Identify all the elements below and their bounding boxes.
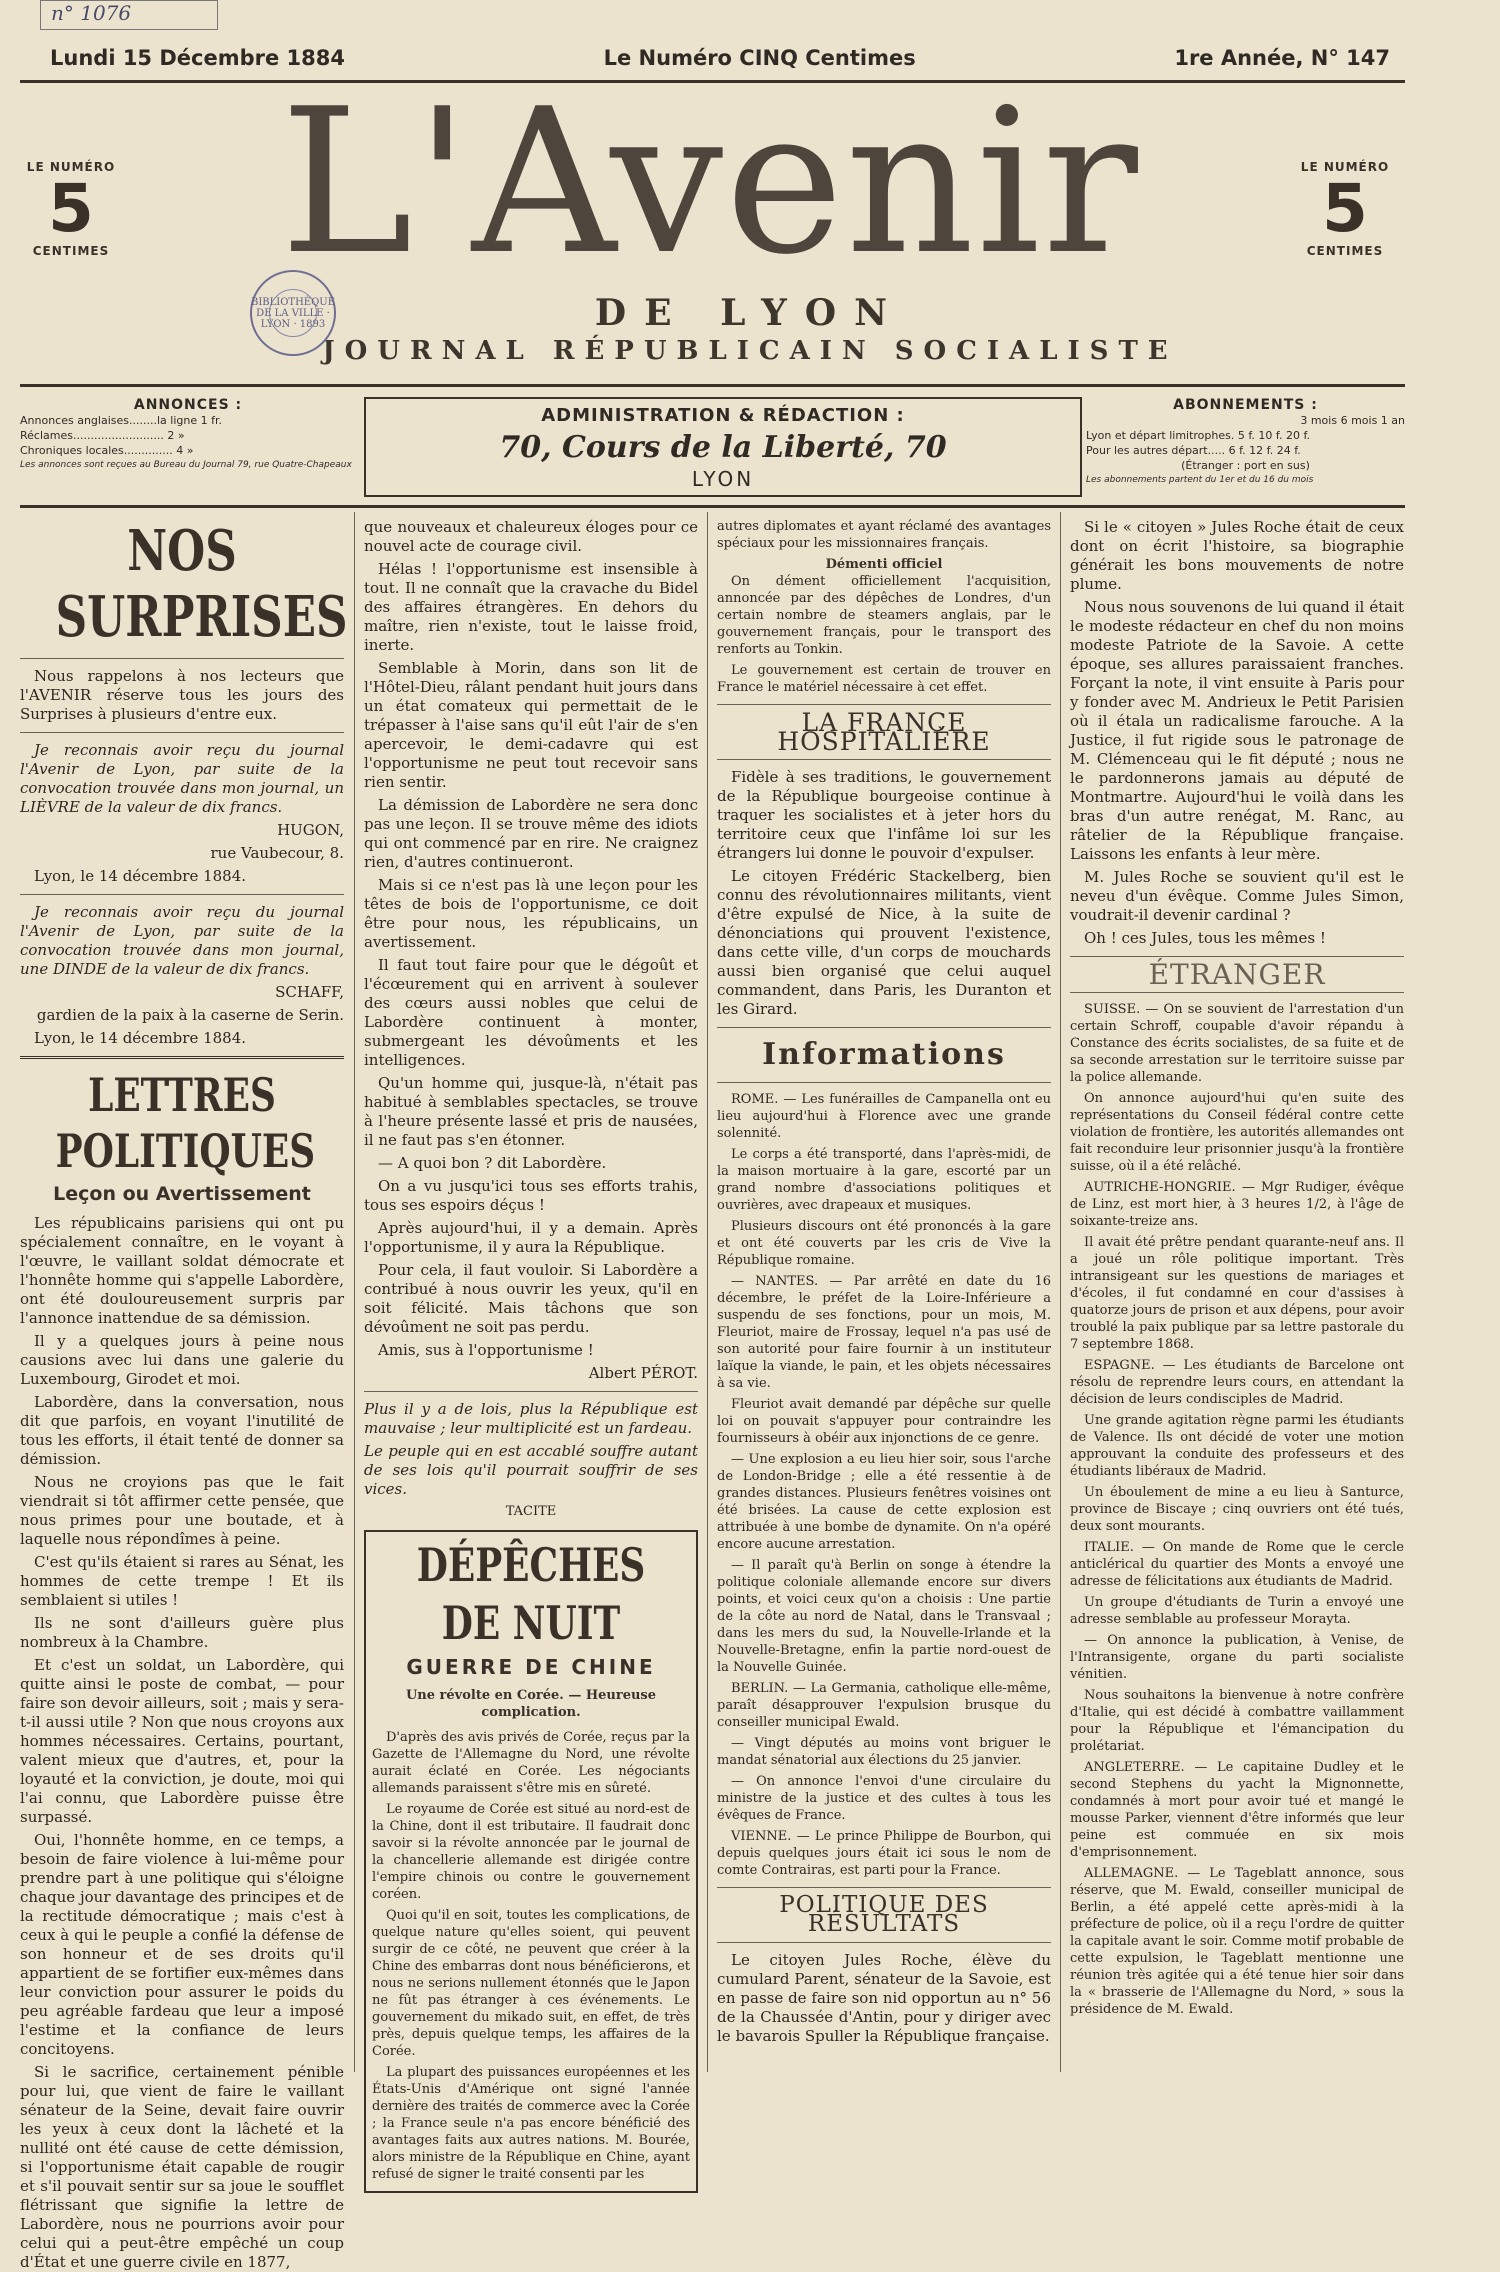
paragraph: Le citoyen Frédéric Stackelberg, bien connu des révolutionnaires militants, vient d'être expulsé de Nice, à la suite de dénonciations qui prouvent l'existence, dans cette ville, d'un corps de mouchards aussi bien organisé que celui auquel commandent, dans Paris, les Duranton et les Girard.: [717, 867, 1051, 1018]
abonnements-line: Lyon et départ limitrophes. 5 f. 10 f. 20 f.: [1086, 429, 1311, 442]
receipt-text: Je reconnais avoir reçu du journal l'Avenir de Lyon, par suite de la convocation trouvée dans mon journal, une DINDE de la valeur de dix francs.: [20, 903, 344, 978]
admin-address: 70, Cours de la Liberté, 70: [499, 430, 947, 465]
paragraph: Hélas ! l'opportunisme est insensible à tout. Il ne connaît que la cravache du Bidel des affaires étrangères. En dehors du maître, rien n'existe, tout le laisse froid, inerte.: [364, 560, 698, 654]
issue-date: Lundi 15 Décembre 1884: [50, 46, 345, 70]
signature-name: SCHAFF,: [275, 983, 344, 1001]
info-boxes: [20, 384, 1405, 508]
paragraph: Si le « citoyen » Jules Roche était de ceux dont on écrit l'histoire, sa biographie générait les bons mouvements de notre plume.: [1070, 518, 1404, 593]
paragraph: BERLIN. — La Germania, catholique elle-même, paraît désapprouver l'expulsion brusque du conseiller municipal Ewald.: [717, 1681, 1051, 1730]
paragraph: autres diplomates et ayant réclamé des avantages spéciaux pour les missionnaires français.: [717, 519, 1051, 551]
paragraph: Il y a quelques jours à peine nous causions avec lui dans une galerie du Luxembourg, Girodet et moi.: [20, 1332, 344, 1388]
heading-nos-surprises: NOS SURPRISES: [55, 518, 348, 650]
paragraph: Le corps a été transporté, dans l'après-midi, de la maison mortuaire à la gare, escorté par un grand nombre d'associations politiques et ouvrières, avec drapeaux et musiques.: [717, 1147, 1051, 1213]
paragraph: La plupart des puissances européennes et les États-Unis d'Amérique ont signé l'année dernière des traités de commerce avec la Corée ; la France seule n'a pas encore bénéficié des avantages faits aux autres nations. M. Bourée, alors ministre de la République en Chine, ayant refusé de signer le traité consenti par les: [372, 2065, 690, 2182]
paragraph: Qu'un homme qui, jusque-là, n'était pas habitué à semblables spectacles, se trouve à l'heure présente lassé et pris de nausées, il ne faut pas s'en étonner.: [364, 1074, 698, 1149]
newspaper-title: L'Avenir: [280, 66, 1140, 299]
annonces-title: ANNONCES :: [133, 397, 243, 413]
annonces-box: [20, 397, 356, 493]
library-stamp: [250, 270, 336, 356]
paragraph: Oh ! ces Jules, tous les mêmes !: [1084, 929, 1326, 947]
paragraph: ROME. — Les funérailles de Campanella ont eu lieu aujourd'hui à Florence avec une grande solennité.: [717, 1092, 1051, 1141]
annonces-line: Les annonces sont reçues au Bureau du Journal 79, rue Quatre-Chapeaux: [20, 460, 352, 470]
paragraph: Nous souhaitons la bienvenue à notre confrère d'Italie, qui est décidé à combattre vaillamment pour la République et l'émancipation du prolétariat.: [1070, 1688, 1404, 1754]
paragraph: Labordère, dans la conversation, nous dit que parfois, en voyant l'inutilité de tous les efforts, il était tenté de donner sa démission.: [20, 1393, 344, 1468]
column-2: [364, 518, 698, 2182]
signature-address: rue Vaubecour, 8.: [210, 844, 344, 862]
paragraph: AUTRICHE-HONGRIE. — Mgr Rudiger, évêque de Linz, est mort hier, à 3 heures 1/2, à l'âge de soixante-treize ans.: [1070, 1180, 1404, 1229]
price-unit: CENTIMES: [32, 244, 110, 258]
column-rule: [707, 512, 708, 2072]
abonnements-line: Les abonnements partent du 1er et du 16 du mois: [1086, 475, 1314, 485]
admin-box: [364, 397, 1082, 497]
divider: [20, 894, 344, 895]
price-box-left: [16, 160, 126, 258]
receipt-text: Je reconnais avoir reçu du journal l'Avenir de Lyon, par suite de la convocation trouvée dans mon journal, un LIÈVRE de la valeur de dix francs.: [20, 741, 344, 816]
divider: [717, 1027, 1051, 1028]
signature-name: HUGON,: [277, 821, 344, 839]
paragraph: Et c'est un soldat, un Labordère, qui quitte ainsi le poste de combat, — pour faire son devoir ailleurs, soit ; mais y sera-t-il aussi utile ? Non que nous croyons aux hommes nécessaires. Certains, pourtant, valent mieux que d'autres, et, pour la loyauté et la conviction, je doute, moi qui l'ai connu, que Labordère puisse être surpassé.: [20, 1656, 344, 1826]
paragraph: ITALIE. — On mande de Rome que le cercle anticlérical du quartier des Monts a envoyé une adresse de félicitations aux étudiants de Madrid.: [1070, 1540, 1404, 1589]
archive-note: n° 1076: [40, 0, 218, 30]
divider: [717, 1887, 1051, 1888]
heading-france-hospitaliere: LA FRANCE HOSPITALIÈRE: [777, 708, 991, 756]
divider: [717, 1082, 1051, 1083]
paragraph: M. Jules Roche se souvient qu'il est le neveu d'un évêque. Comme Jules Simon, voudrait-il devenir cardinal ?: [1070, 868, 1404, 924]
paragraph: Le royaume de Corée est situé au nord-est de la Chine, dont il est tributaire. Il faudrait donc savoir si la révolte annoncée par le journal de la chancellerie allemande est dirigée contre l'empire chinois ou contre le gouvernement coréen.: [372, 1802, 690, 1902]
paragraph: Si le sacrifice, certainement pénible pour lui, que vient de faire le vaillant sénateur de la Seine, devait faire ouvrir les yeux à ceux dont la lâcheté et la nullité ont été cause de cette démission, si l'opportunisme était capable de rougir et s'il pouvait sentir sur sa joue le soufflet flétrissant que signifie la lettre de Labordère, nous ne pourrions avoir pour celui qui a peut-être empêché un coup d'État et une guerre civile en 1877,: [20, 2063, 344, 2271]
paragraph: ESPAGNE. — Les étudiants de Barcelone ont résolu de reprendre leurs cours, en attendant la décision de leurs condisciples de Madrid.: [1070, 1358, 1404, 1407]
abonnements-line: (Étranger : port en sus): [1181, 459, 1310, 472]
paragraph: On dément officiellement l'acquisition, annoncée par des dépêches de Londres, d'un certain nombre de steamers anglais, par le gouvernement français, pour le transport des renforts au Tonkin.: [717, 574, 1051, 657]
paragraph: — On annonce la publication, à Venise, de l'Intransigente, organe du parti socialiste vénitien.: [1070, 1633, 1404, 1682]
paragraph: VIENNE. — Le prince Philippe de Bourbon, qui depuis quelques jours était ici sous le nom de comte Contrairas, est parti pour la France.: [717, 1829, 1051, 1878]
paragraph: ANGLETERRE. — Le capitaine Dudley et le second Stephens du yacht la Mignonnette, condamnés à mort pour avoir tué et mangé le mousse Parker, viennent d'être informés que leur peine est commuée en six mois d'emprisonnement.: [1070, 1760, 1404, 1860]
paragraph: Nous ne croyions pas que le fait viendrait si tôt affirmer cette pensée, que nous primes pour une boutade, et à laquelle nous répondîmes à peine.: [20, 1473, 344, 1548]
paragraph: Amis, sus à l'opportunisme !: [378, 1341, 594, 1359]
price-unit: CENTIMES: [1306, 244, 1384, 258]
price-box-right: [1290, 160, 1400, 258]
heading-politique-resultats: POLITIQUE DES RÉSULTATS: [779, 1892, 989, 1937]
paragraph: La démission de Labordère ne sera donc pas une leçon. Il se trouve même des idiots qui ont commencé par en rire. Ne craignez rien, d'autres continueront.: [364, 796, 698, 871]
paragraph: Il avait été prêtre pendant quarante-neuf ans. Il a joué un rôle politique important. Très intransigeant sur les questions de mariages et d'écoles, il fut condamné en cour d'assises à quatorze jours de prison et aux dépens, pour avoir troublé la paix publique par sa lettre pastorale du 7 septembre 1868.: [1070, 1235, 1404, 1352]
paragraph: — Une explosion a eu lieu hier soir, sous l'arche de London-Bridge ; elle a été ressentie à de grandes distances. Plusieurs fenêtres voisines ont été brisées. La cause de cette explosion est attribuée à une bombe de dynamite. On n'a opéré encore aucune arrestation.: [717, 1452, 1051, 1552]
library-stamp-text: BIBLIOTHÈQUE DE LA VILLE · LYON · 1893: [269, 289, 317, 337]
divider: [20, 1056, 344, 1059]
paragraph: Nous rappelons à nos lecteurs que l'AVENIR réserve tous les jours des Surprises à plusieurs d'entre eux.: [20, 667, 344, 723]
divider: [20, 732, 344, 733]
paragraph: Un éboulement de mine a eu lieu à Santurce, province de Biscaye ; cinq ouvriers ont été tués, deux sont mourants.: [1070, 1485, 1404, 1534]
price-label: LE NUMÉRO: [26, 160, 116, 174]
abonnements-box: [1086, 397, 1405, 493]
heading-informations: Informations: [762, 1037, 1006, 1072]
price-value: 5: [1322, 170, 1368, 247]
subheading: Démenti officiel: [825, 557, 943, 572]
divider: [717, 704, 1051, 705]
abonnements-line: Pour les autres départ..... 6 f. 12 f. 24 f.: [1086, 444, 1301, 457]
divider: [1070, 992, 1404, 993]
abonnements-title: ABONNEMENTS :: [1173, 397, 1318, 413]
paragraph: Un groupe d'étudiants de Turin a envoyé une adresse semblable au professeur Morayta.: [1070, 1595, 1404, 1627]
paragraph: C'est qu'ils étaient si rares au Sénat, les hommes de cette trempe ! Et ils semblaient si utiles !: [20, 1553, 344, 1609]
column-3: [717, 518, 1051, 2078]
paragraph: Oui, l'honnête homme, en ce temps, a besoin de faire violence à lui-même pour prendre part à une politique qui s'éloigne chaque jour davantage des principes et de la rectitude démocratique ; mais c'est à ceux à qui le peuple a confié la défense de son honneur et de ses droits qu'il appartient de se fortifier eux-mêmes dans leur conviction pour assurer le poids du peu agréable fardeau que leur a imposé l'estime et la confiance de leurs concitoyens.: [20, 1831, 344, 2058]
paragraph: Mais si ce n'est pas là une leçon pour les têtes de bois de l'opportunisme, ce doit être pour nous, les républicains, un avertissement.: [364, 876, 698, 951]
quote: Plus il y a de lois, plus la République est mauvaise ; leur multiplicité est un fardeau.: [364, 1400, 698, 1437]
divider: [717, 1942, 1051, 1943]
abonnements-line: 3 mois 6 mois 1 an: [1300, 414, 1405, 427]
heading-guerre-chine: GUERRE DE CHINE: [406, 1655, 656, 1679]
dateline: Lyon, le 14 décembre 1884.: [34, 867, 247, 885]
paragraph: ALLEMAGNE. — Le Tageblatt annonce, sous réserve, que M. Ewald, conseiller municipal de Berlin, a été appelé cette après-midi à la préfecture de police, où il a reçu l'ordre de quitter la capitale avant le soir. Comme motif probable de cette expulsion, le Tageblatt mentionne une réunion très agitée qui a été tenue hier soir dans la « brasserie de l'Allemagne du Nord, » sous la présidence de M. Ewald.: [1070, 1866, 1404, 2017]
divider: [717, 759, 1051, 760]
column-rule: [354, 512, 355, 2072]
price-label: LE NUMÉRO: [1300, 160, 1390, 174]
heading-etranger: ÉTRANGER: [1148, 958, 1326, 991]
paragraph: — Il paraît qu'à Berlin on songe à étendre la politique coloniale allemande encore sur divers points, et voici ceux qu'on a choisis : Une partie de la côte au nord de Natal, dans le Transvaal ; dans les mers du sud, la Nouvelle-Irlande et la Nouvelle-Bretagne, enfin la partie nord-ouest de la Nouvelle Guinée.: [717, 1558, 1051, 1675]
newspaper-tagline: JOURNAL RÉPUBLICAIN SOCIALISTE: [322, 336, 1178, 366]
column-rule: [1060, 512, 1061, 2072]
paragraph: Fidèle à ses traditions, le gouvernement de la République bourgeoise continue à traquer les socialistes et à jeter hors du territoire ceux que l'infâme loi sur les étrangers lui donne le pouvoir d'expulser.: [717, 768, 1051, 862]
paragraph: — NANTES. — Par arrêté en date du 16 décembre, le préfet de la Loire-Inférieure a suspendu de ses fonctions, pour un mois, M. Fleuriot, maire de Frossay, lequel n'a pas usé de son autorité pour faire fournir à un instituteur laïque la viande, le pain, et les objets nécessaires à sa vie.: [717, 1274, 1051, 1391]
paragraph: Le gouvernement est certain de trouver en France le matériel nécessaire à cet effet.: [717, 663, 1051, 695]
paragraph: SUISSE. — On se souvient de l'arrestation d'un certain Schroff, coupable d'avoir répandu à Constance des écrits socialistes, de sa fuite et de sa seconde arrestation sur le territoire suisse par la police allemande.: [1070, 1002, 1404, 1085]
heading-depeches: DÉPÊCHES DE NUIT: [416, 1538, 646, 1650]
annonces-line: Réclames.......................... 2 »: [20, 429, 185, 442]
heading-lettres-politiques: LETTRES POLITIQUES: [55, 1068, 316, 1178]
quote-author: TACITE: [505, 1504, 557, 1519]
price-line: Le Numéro CINQ Centimes: [603, 46, 916, 70]
dateline: Lyon, le 14 décembre 1884.: [34, 1029, 247, 1047]
divider: [20, 658, 344, 659]
paragraph: Quoi qu'il en soit, toutes les complications, de quelque nature qu'elles soient, qui peuvent surgir de ce côté, ne peuvent que créer à la Chine des embarras dont nous bénéficierons, et nous ne serions nullement étonnés que le Japon ne fût pas étranger à ces événements. Le gouvernement du mikado suit, en effet, de très près, depuis quelque temps, les affaires de la Corée.: [372, 1908, 690, 2059]
paragraph: D'après des avis privés de Corée, reçus par la Gazette de l'Allemagne du Nord, une révolte aurait éclaté en Corée. Les négociants allemands paraissent s'être mis en sûreté.: [372, 1730, 690, 1796]
paragraph: Les républicains parisiens qui ont pu spécialement connaître, en le voyant à l'œuvre, le vaillant soldat démocrate et l'honnête homme qui s'appelle Labordère, ont été douloureusement surpris par l'annonce inattendue de sa démission.: [20, 1214, 344, 1327]
paragraph: Le citoyen Jules Roche, élève du cumulard Parent, sénateur de la Savoie, est en passe de faire son nid opportun au n° 56 de la Chaussée d'Antin, pour y diriger avec le bavarois Spuller la République française.: [717, 1951, 1051, 2045]
paragraph: Nous nous souvenons de lui quand il était le modeste rédacteur en chef du non moins modeste Patriote de la Savoie. A cette époque, ses allures paraissaient franches. Forçant la note, il vint ensuite à Paris pour y fonder avec M. Andrieux le Petit Parisien où il étala un radicalisme farouche. A la Justice, il fut rigide sous le patronage de M. Clémenceau qui le fit député ; nous ne le pardonnerons jamais au député de Montmartre. Aujourd'hui le voilà dans les bras d'un autre renégat, M. Ranc, au râtelier de la République française. Laissons les enfants à leur mère.: [1070, 598, 1404, 863]
paragraph: Après aujourd'hui, il y a demain. Après l'opportunisme, il y aura la République.: [364, 1219, 698, 1256]
annonces-line: Annonces anglaises........la ligne 1 fr.: [20, 414, 222, 427]
paragraph: — A quoi bon ? dit Labordère.: [378, 1154, 607, 1172]
paragraph: — On annonce l'envoi d'une circulaire du ministre de la justice et des cultes à tous les évêques de France.: [717, 1774, 1051, 1823]
paragraph: — Vingt députés au moins vont briguer le mandat sénatorial aux élections du 25 janvier.: [717, 1736, 1051, 1768]
signature-address: gardien de la paix à la caserne de Serin.: [36, 1006, 344, 1024]
paragraph: Plusieurs discours ont été prononcés à la gare et ont été couverts par les cris de Vive la République romaine.: [717, 1219, 1051, 1268]
issue-number: 1re Année, N° 147: [1174, 46, 1390, 70]
newspaper-subtitle: DE LYON: [594, 292, 906, 334]
divider: [364, 1391, 698, 1392]
subheading: Leçon ou Avertissement: [53, 1183, 311, 1205]
paragraph: que nouveaux et chaleureux éloges pour ce nouvel acte de courage civil.: [364, 518, 698, 555]
subheading: Une révolte en Corée. — Heureuse complication.: [405, 1688, 657, 1720]
column-1: [20, 518, 348, 2271]
paragraph: Une grande agitation règne parmi les étudiants de Valence. Ils ont décidé de voter une motion approuvant la conduite des professeurs et des étudiants libéraux de Madrid.: [1070, 1413, 1404, 1479]
signature: Albert PÉROT.: [588, 1364, 698, 1382]
column-4: [1070, 518, 1404, 2078]
divider: [1070, 956, 1404, 957]
paragraph: Semblable à Morin, dans son lit de l'Hôtel-Dieu, râlant pendant huit jours dans un état comateux qui permettait de le trépasser à l'aise sans qu'il eût l'air de s'en apercevoir, le demi-cadavre qui est l'opportunisme ne peut tout recevoir sans rien sentir.: [364, 659, 698, 791]
paragraph: Ils ne sont d'ailleurs guère plus nombreux à la Chambre.: [20, 1614, 344, 1651]
paragraph: Fleuriot avait demandé par dépêche sur quelle loi on pouvait s'appuyer pour contraindre les fournisseurs à obéir aux injonctions de ce genre.: [717, 1397, 1051, 1446]
paragraph: On annonce aujourd'hui qu'en suite des représentations du Conseil fédéral contre cette violation de frontière, les autorités allemandes ont fait reconduire leur prisonnier jusqu'à la frontière suisse, où il a été relâché.: [1070, 1091, 1404, 1174]
quote: Le peuple qui en est accablé souffre autant de ses lois qu'il pourrait souffrir de ses vices.: [364, 1442, 698, 1498]
price-value: 5: [48, 170, 94, 247]
admin-city: LYON: [691, 467, 755, 491]
depeches-box: [364, 1530, 698, 2193]
annonces-line: Chroniques locales.............. 4 »: [20, 444, 194, 457]
paragraph: Pour cela, il faut vouloir. Si Labordère a contribué à nous ouvrir les yeux, qu'il en soit félicité. Mais tâchons que son dévoûment ne soit pas perdu.: [364, 1261, 698, 1336]
paragraph: On a vu jusqu'ici tous ses efforts trahis, tous ses espoirs déçus !: [364, 1177, 698, 1214]
admin-title: ADMINISTRATION & RÉDACTION :: [541, 405, 905, 426]
paragraph: Il faut tout faire pour que le dégoût et l'écœurement qui en arrivent à soulever des cœurs aussi nobles que celui de Labordère continuent à monter, submergeant les dévoûments et les intelligences.: [364, 956, 698, 1069]
